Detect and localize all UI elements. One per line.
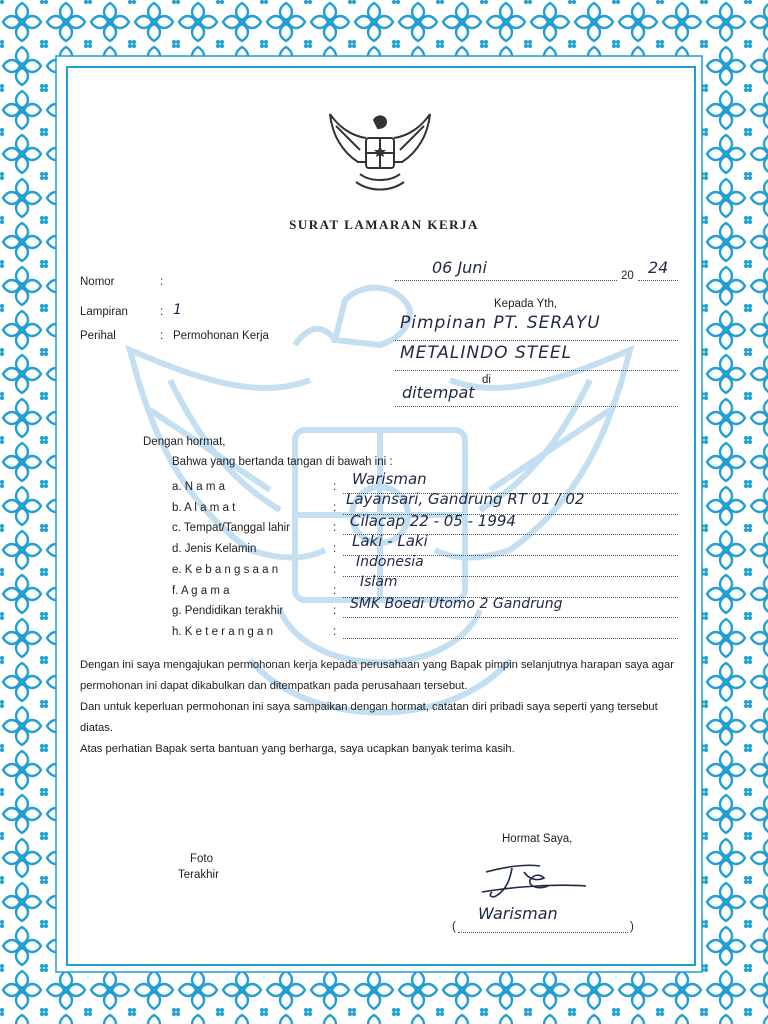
nomor-colon: : (160, 276, 164, 288)
date-year-prefix: 20 (621, 270, 634, 282)
field-label-keterangan: h. K e t e r a n g a n (172, 626, 274, 638)
field-value-agama: Islam (360, 574, 398, 590)
field-value-kebangsaan: Indonesia (356, 554, 424, 570)
recipient-line1: Pimpinan PT. SERAYU (400, 313, 601, 333)
perihal-label: Perihal (80, 330, 116, 342)
lampiran-colon: : (160, 306, 164, 318)
opening-greeting: Dengan hormat, (143, 436, 226, 448)
field-label-nama: a. N a m a (172, 481, 226, 493)
recipient-line2: METALINDO STEEL (400, 343, 573, 363)
lampiran-label: Lampiran (80, 306, 128, 318)
field-colon: : (333, 626, 337, 638)
nomor-label: Nomor (80, 276, 115, 288)
recipient-di-label: di (482, 374, 491, 386)
paren-open: ( (452, 921, 456, 933)
date-year-suffix: 24 (648, 258, 669, 277)
perihal-value: Permohonan Kerja (173, 330, 269, 342)
intro-text: Bahwa yang bertanda tangan di bawah ini : (172, 456, 393, 468)
closing-text: Hormat Saya, (502, 833, 573, 845)
letter-body (80, 655, 692, 760)
photo-label-line2: Terakhir (178, 869, 219, 881)
field-value-alamat: Layansari, Gandrung RT 01 / 02 (346, 490, 585, 508)
field-value-pendidikan: SMK Boedi Utomo 2 Gandrung (350, 596, 563, 612)
date-day-month: 06 Juni (432, 258, 487, 277)
field-colon: : (333, 522, 337, 534)
field-colon: : (333, 564, 337, 576)
field-label-kebangsaan: e. K e b a n g s a a n (172, 564, 279, 576)
recipient-salutation: Kepada Yth, (494, 298, 558, 310)
body-paragraph-1: Dengan ini saya mengajukan permohonan kerja kepada perusahaan yang Bapak pimpin selanjutnya harapan saya agar permohonan ini dapat dikabulkan dan ditempatkan pada perusahaan tersebut. (80, 659, 674, 692)
field-label-pendidikan: g. Pendidikan terakhir (172, 605, 284, 617)
field-value-nama: Warisman (352, 470, 427, 488)
perihal-colon: : (160, 330, 164, 342)
signature-icon (478, 852, 588, 902)
field-colon: : (333, 585, 337, 597)
field-colon: : (333, 502, 337, 514)
document-title: SURAT LAMARAN KERJA (289, 217, 479, 232)
field-label-jenis-kelamin: d. Jenis Kelamin (172, 543, 257, 555)
field-value-tempat-lahir: Cilacap 22 - 05 - 1994 (350, 512, 516, 530)
lampiran-value: 1 (173, 302, 182, 318)
body-paragraph-3: Atas perhatian Bapak serta bantuan yang berharga, saya ucapkan banyak terima kasih. (80, 743, 515, 755)
field-value-jenis-kelamin: Laki - Laki (352, 532, 428, 550)
body-paragraph-2: Dan untuk keperluan permohonan ini saya sampaikan dengan hormat, catatan diri pribadi saya seperti yang tersebut diatas. (80, 701, 658, 734)
garuda-emblem-icon (326, 108, 434, 196)
field-label-alamat: b. A l a m a t (172, 502, 236, 514)
signature-name: Warisman (478, 904, 558, 923)
field-label-tempat-lahir: c. Tempat/Tanggal lahir (172, 522, 291, 534)
field-colon: : (333, 605, 337, 617)
paren-close: ) (630, 921, 634, 933)
recipient-line3: ditempat (402, 383, 475, 402)
field-colon: : (333, 543, 337, 555)
photo-label-line1: Foto (190, 853, 214, 865)
field-label-agama: f. A g a m a (172, 585, 230, 597)
field-colon: : (333, 481, 337, 493)
